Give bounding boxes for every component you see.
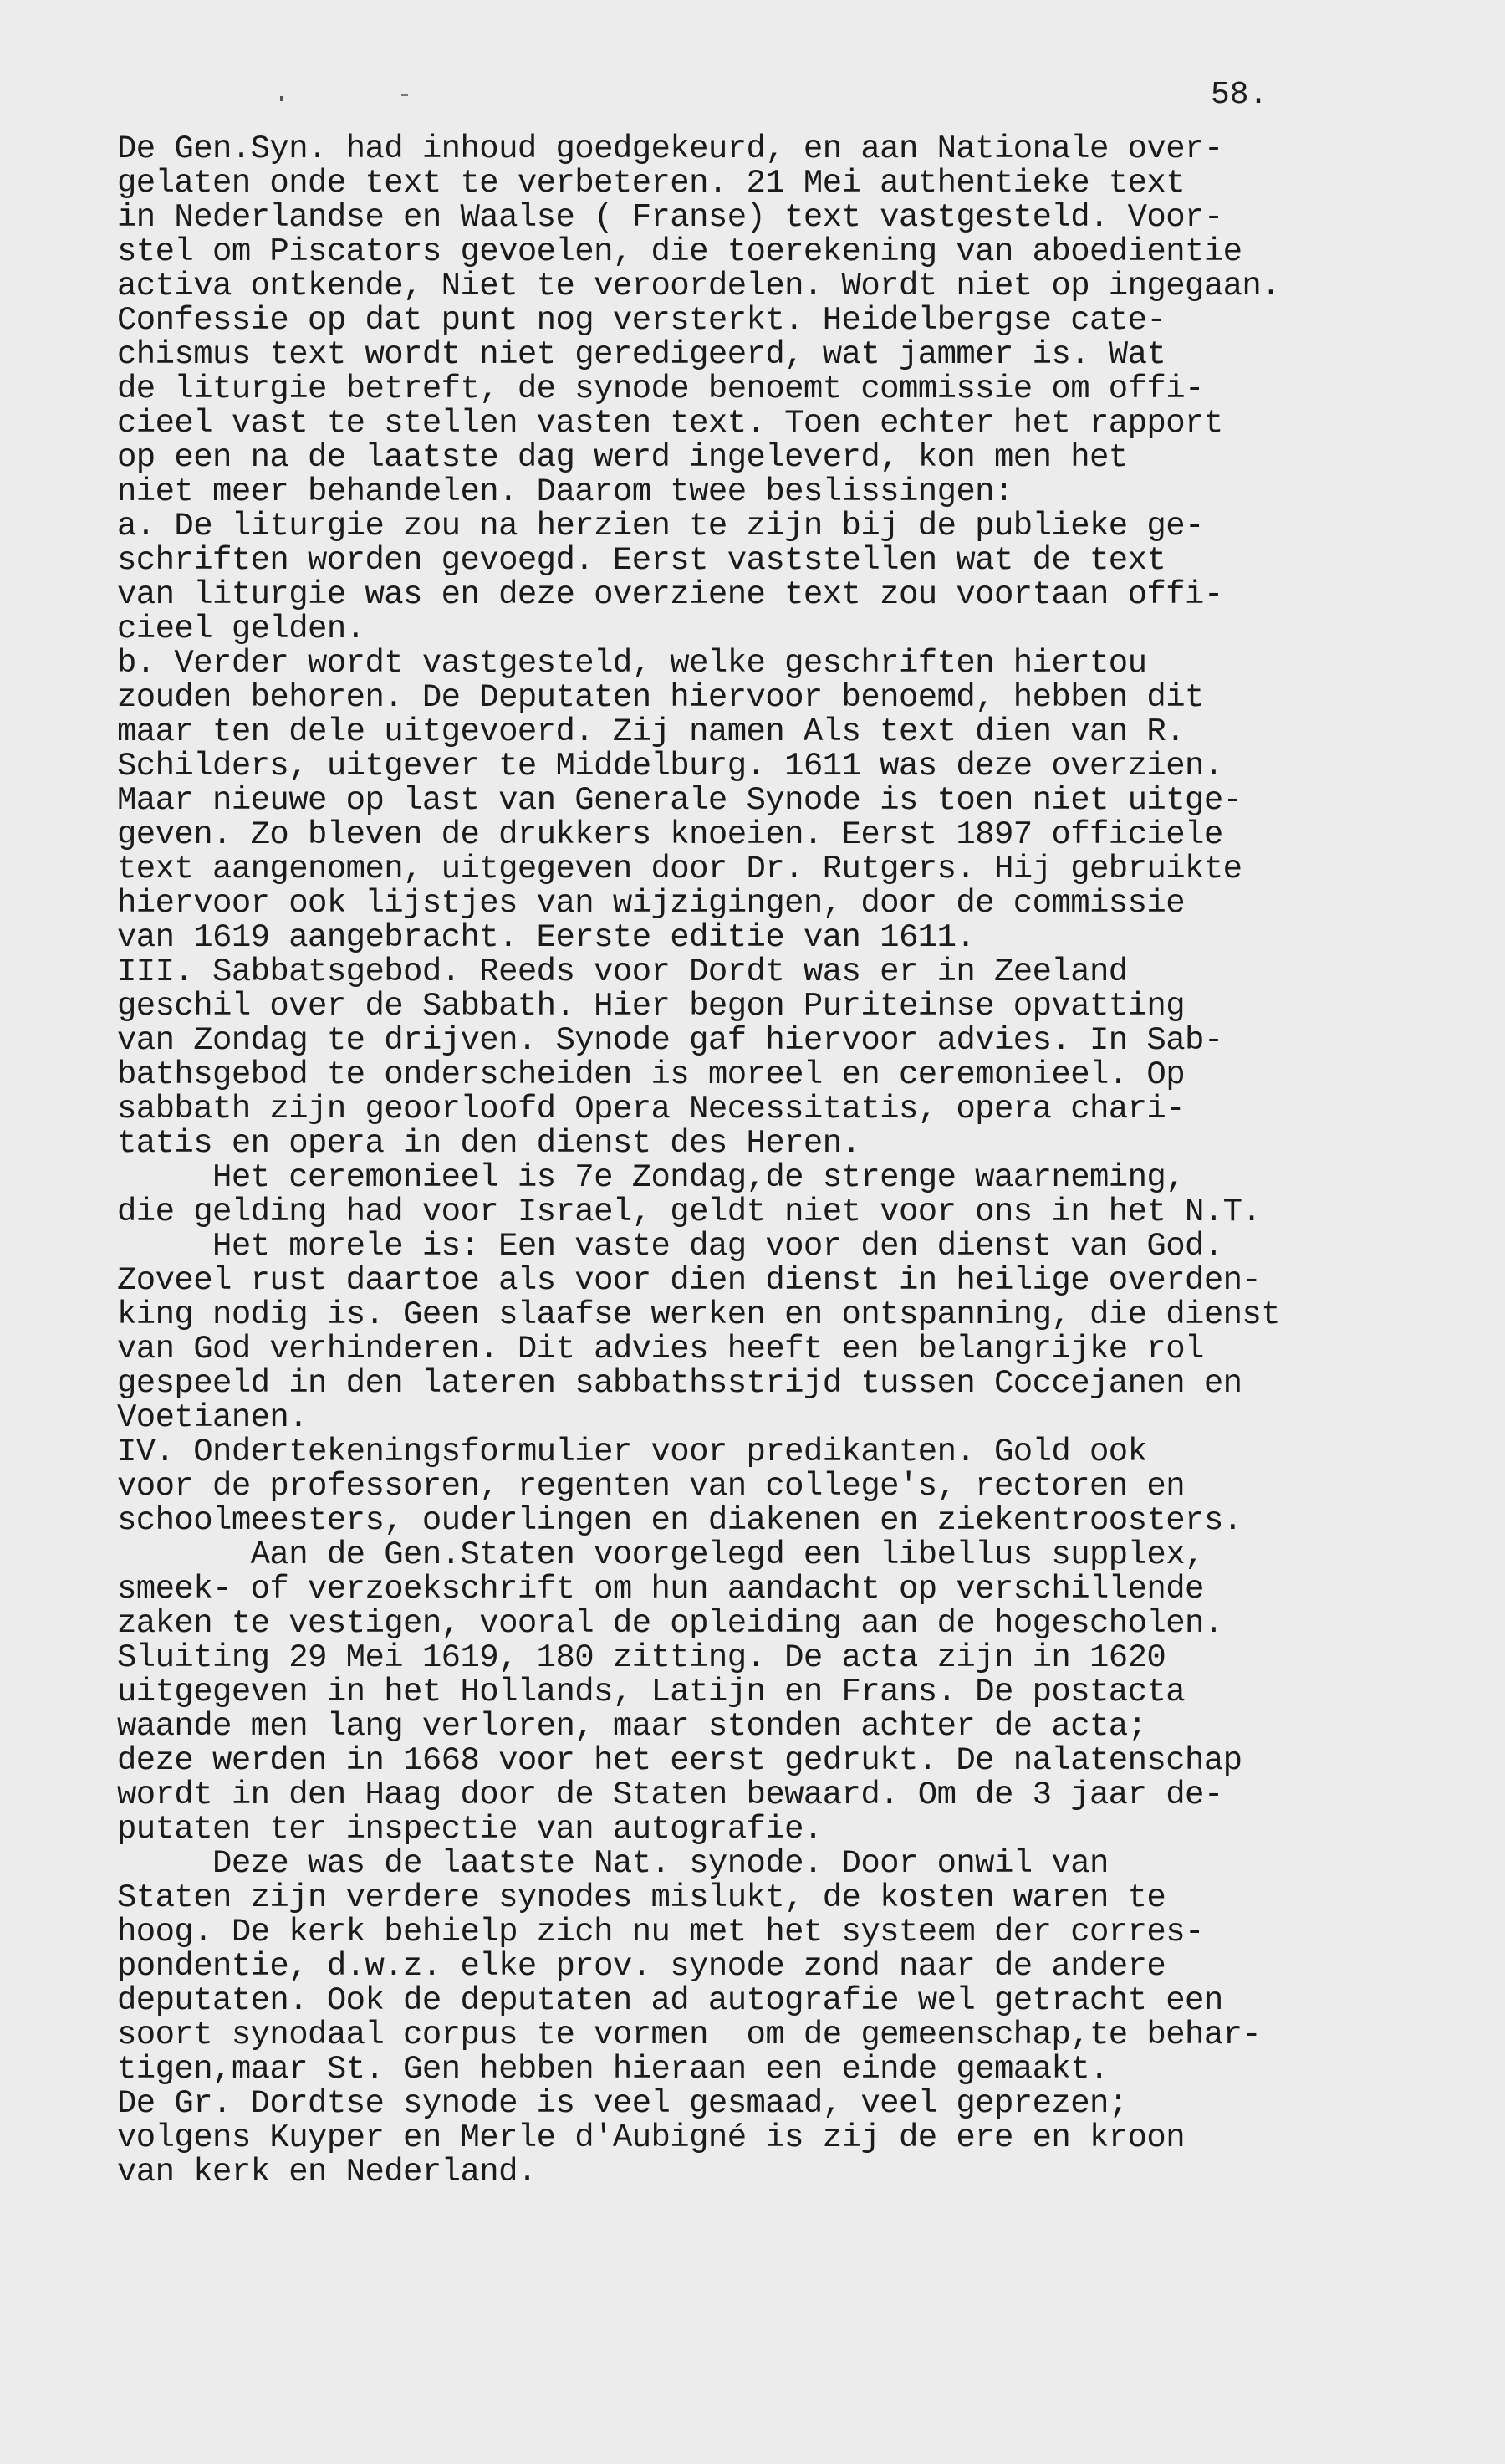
text-line: king nodig is. Geen slaafse werken en ontspanning, die dienst: [117, 1296, 1281, 1333]
text-line: stel om Piscators gevoelen, die toerekening van aboedientie: [117, 233, 1242, 270]
text-line: maar ten dele uitgevoerd. Zij namen Als text dien van R.: [117, 713, 1186, 750]
text-line: Zoveel rust daartoe als voor dien dienst in heilige overden-: [117, 1262, 1262, 1299]
text-line: Voetianen.: [117, 1399, 309, 1436]
text-line: van liturgie was en deze overziene text zou voortaan offi-: [117, 576, 1223, 613]
text-line: volgens Kuyper en Merle d'Aubigné is zij de ere en kroon: [117, 2119, 1186, 2156]
stray-ink-mark: [401, 94, 408, 96]
text-line: deputaten. Ook de deputaten ad autografie wel getracht een: [117, 1982, 1223, 2019]
text-line: Schilders, uitgever te Middelburg. 1611 was deze overzien.: [117, 748, 1223, 785]
text-line: Maar nieuwe op last van Generale Synode is toen niet uitge-: [117, 782, 1242, 819]
text-line: die gelding had voor Israel, geldt niet voor ons in het N.T.: [117, 1194, 1262, 1230]
text-line: op een na de laatste dag werd ingeleverd, kon men het: [117, 439, 1128, 476]
typewritten-text-body: [117, 132, 1455, 2190]
text-line: bathsgebod te onderscheiden is moreel en ceremonieel. Op: [117, 1056, 1186, 1093]
text-line: Het ceremonieel is 7e Zondag,de strenge waarneming,: [117, 1159, 1186, 1196]
text-line: a. De liturgie zou na herzien te zijn bij de publieke ge-: [117, 508, 1204, 544]
text-line: sabbath zijn geoorloofd Opera Necessitatis, opera chari-: [117, 1091, 1186, 1127]
text-line: soort synodaal corpus te vormen om de gemeenschap,te behar-: [117, 2017, 1262, 2053]
text-line: Staten zijn verdere synodes mislukt, de kosten waren te: [117, 1879, 1166, 1916]
text-line: schoolmeesters, ouderlingen en diakenen en ziekentroosters.: [117, 1502, 1242, 1539]
text-line: geschil over de Sabbath. Hier begon Puriteinse opvatting: [117, 988, 1186, 1025]
text-line: De Gen.Syn. had inhoud goedgekeurd, en aan Nationale over-: [117, 130, 1223, 167]
text-line: van kerk en Nederland.: [117, 2154, 537, 2191]
text-line: gelaten onde text te verbeteren. 21 Mei authentieke text: [117, 165, 1186, 202]
text-line: hiervoor ook lijstjes van wijzigingen, door de commissie: [117, 885, 1186, 922]
text-line: activa ontkende, Niet te veroordelen. Wordt niet op ingegaan.: [117, 268, 1281, 304]
text-line: van God verhinderen. Dit advies heeft een belangrijke rol: [117, 1331, 1204, 1367]
text-line: schriften worden gevoegd. Eerst vaststellen wat de text: [117, 542, 1166, 579]
text-line: van Zondag te drijven. Synode gaf hiervoor advies. In Sab-: [117, 1022, 1223, 1059]
text-line: Sluiting 29 Mei 1619, 180 zitting. De acta zijn in 1620: [117, 1639, 1166, 1676]
text-line: niet meer behandelen. Daarom twee beslissingen:: [117, 473, 1013, 510]
text-line: zaken te vestigen, vooral de opleiding aan de hogescholen.: [117, 1605, 1223, 1642]
text-line: deze werden in 1668 voor het eerst gedrukt. De nalatenschap: [117, 1742, 1242, 1779]
text-line: gespeeld in den lateren sabbathsstrijd tussen Coccejanen en: [117, 1365, 1242, 1402]
text-line: chismus text wordt niet geredigeerd, wat jammer is. Wat: [117, 336, 1166, 373]
text-line: Deze was de laatste Nat. synode. Door onwil van: [117, 1845, 1109, 1882]
text-line: cieel gelden.: [117, 611, 365, 647]
text-line: text aangenomen, uitgegeven door Dr. Rutgers. Hij gebruikte: [117, 851, 1242, 887]
text-line: Aan de Gen.Staten voorgelegd een libellus supplex,: [117, 1536, 1204, 1573]
text-line: voor de professoren, regenten van college's, rectoren en: [117, 1468, 1186, 1505]
text-line: van 1619 aangebracht. Eerste editie van 1611.: [117, 919, 976, 956]
text-line: waande men lang verloren, maar stonden achter de acta;: [117, 1708, 1147, 1745]
text-line: wordt in den Haag door de Staten bewaard. Om de 3 jaar de-: [117, 1776, 1223, 1813]
text-line: Confessie op dat punt nog versterkt. Heidelbergse cate-: [117, 302, 1166, 339]
text-line: Het morele is: Een vaste dag voor den dienst van God.: [117, 1228, 1223, 1265]
text-line: b. Verder wordt vastgesteld, welke geschriften hiertou: [117, 645, 1147, 682]
text-line: in Nederlandse en Waalse ( Franse) text vastgesteld. Voor-: [117, 199, 1223, 236]
text-line: putaten ter inspectie van autografie.: [117, 1811, 823, 1848]
text-line: uitgegeven in het Hollands, Latijn en Frans. De postacta: [117, 1674, 1186, 1710]
text-line: tatis en opera in den dienst des Heren.: [117, 1125, 861, 1162]
text-line: cieel vast te stellen vasten text. Toen echter het rapport: [117, 405, 1223, 442]
text-line: III. Sabbatsgebod. Reeds voor Dordt was er in Zeeland: [117, 953, 1128, 990]
text-line: tigen,maar St. Gen hebben hieraan een einde gemaakt.: [117, 2051, 1109, 2088]
text-line: zouden behoren. De Deputaten hiervoor benoemd, hebben dit: [117, 679, 1204, 716]
text-line: geven. Zo bleven de drukkers knoeien. Eerst 1897 officiele: [117, 816, 1223, 853]
text-line: IV. Ondertekeningsformulier voor predikanten. Gold ook: [117, 1434, 1147, 1470]
text-line: pondentie, d.w.z. elke prov. synode zond naar de andere: [117, 1948, 1166, 1985]
text-line: hoog. De kerk behielp zich nu met het systeem der corres-: [117, 1914, 1204, 1950]
text-line: smeek- of verzoekschrift om hun aandacht op verschillende: [117, 1571, 1204, 1608]
page-number: 58.: [1211, 77, 1268, 113]
stray-ink-mark: [280, 96, 283, 101]
text-line: de liturgie betreft, de synode benoemt commissie om offi-: [117, 371, 1204, 407]
text-line: De Gr. Dordtse synode is veel gesmaad, veel geprezen;: [117, 2085, 1128, 2122]
